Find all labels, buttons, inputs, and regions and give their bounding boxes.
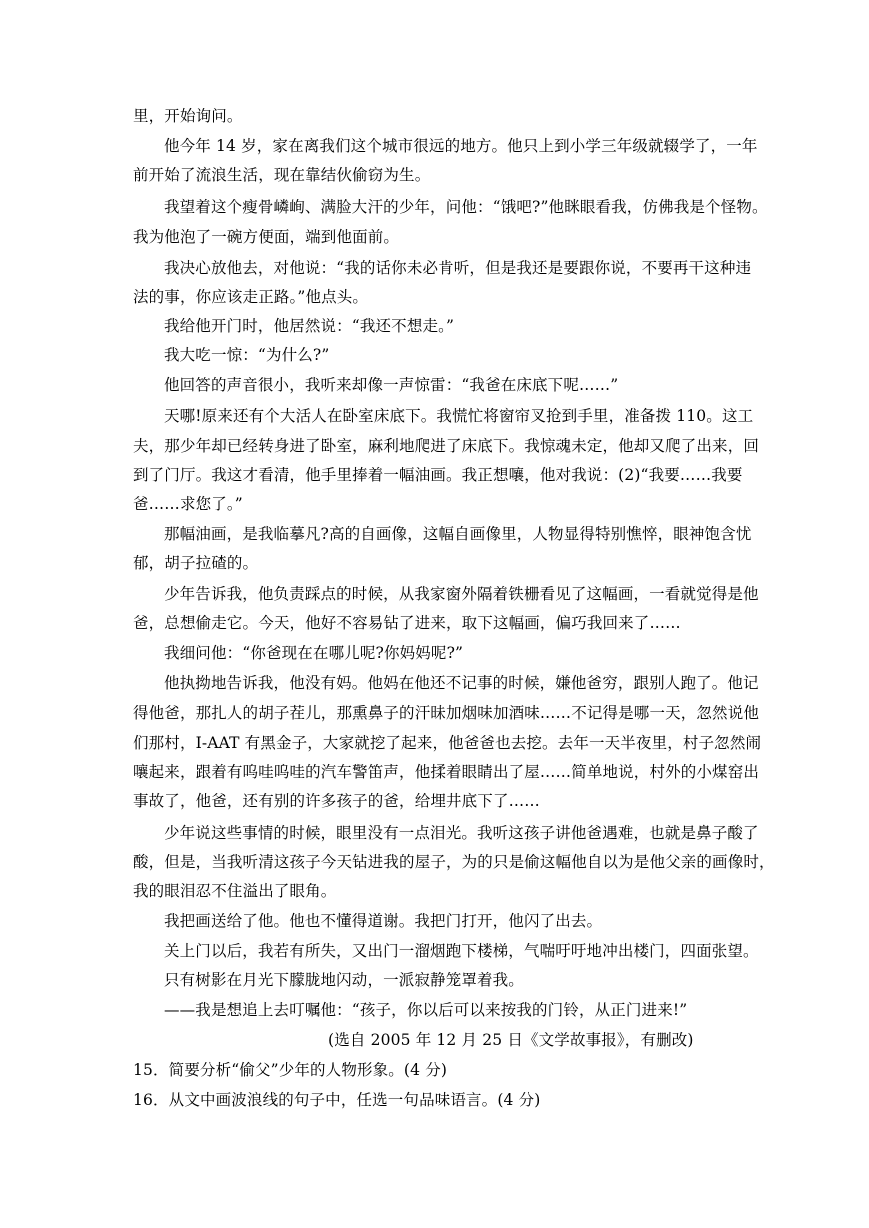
text-line: 他今年 14 岁，家在离我们这个城市很远的地方。他只上到小学三年级就辍学了，一年 xyxy=(164,137,758,155)
text-line: 少年告诉我，他负责踩点的时候，从我家窗外隔着铁栅看见了这幅画，一看就觉得是他 xyxy=(164,585,759,603)
text-line: 郁，胡子拉碴的。 xyxy=(133,554,259,572)
text-line: 我决心放他去，对他说：“我的话你未必肯听，但是我还是要跟你说，不要再干这种违 xyxy=(164,259,752,277)
text-line: 我细问他：“你爸现在在哪儿呢?你妈妈呢?” xyxy=(164,644,464,662)
text-line: 事故了，他爸，还有别的许多孩子的爸，给埋井底下了…… xyxy=(133,792,540,810)
text-line: 我望着这个瘦骨嶙峋、满脸大汗的少年，问他：“饿吧?”他眯眼看我，仿佛我是个怪物。 xyxy=(164,198,768,216)
text-line: 他回答的声音很小，我听来却像一声惊雷：“我爸在床底下呢……” xyxy=(164,376,619,394)
text-line: 我把画送给了他。他也不懂得道谢。我把门打开，他闪了出去。 xyxy=(164,912,603,930)
text-line: 我的眼泪忍不住溢出了眼角。 xyxy=(133,882,337,900)
text-line: 只有树影在月光下朦胧地闪动，一派寂静笼罩着我。 xyxy=(164,971,524,989)
text-line: 夫，那少年却已经转身进了卧室，麻利地爬进了床底下。我惊魂未定，他却又爬了出来，回 xyxy=(133,437,760,455)
text-line: 我大吃一惊：“为什么?” xyxy=(164,346,330,364)
text-line: 关上门以后，我若有所失，又出门一溜烟跑下楼梯，气喘吁吁地冲出楼门，四面张望。 xyxy=(164,942,759,960)
text-line: ——我是想追上去叮嘱他：“孩子，你以后可以来按我的门铃，从正门进来!” xyxy=(164,1001,688,1019)
question-15: 15．简要分析“偷父”少年的人物形象。(4 分) xyxy=(133,1061,448,1079)
text-line: 我为他泡了一碗方便面，端到他面前。 xyxy=(133,228,400,246)
text-line: 里，开始询问。 xyxy=(133,107,243,125)
text-line: 爸……求您了。” xyxy=(133,495,243,513)
text-line: 天哪!原来还有个大活人在卧室床底下。我慌忙将窗帘叉抢到手里，准备拨 110。这工 xyxy=(164,407,754,425)
text-line: 前开始了流浪生活，现在靠结伙偷窃为生。 xyxy=(133,166,431,184)
text-line: 我给他开门时，他居然说：“我还不想走。” xyxy=(164,317,455,335)
text-line: 得他爸，那扎人的胡子茬儿，那熏鼻子的汗昧加烟味加酒味……不记得是哪一天，忽然说他 xyxy=(133,704,760,722)
text-line: 爸，总想偷走它。今天，他好不容易钻了进来，取下这幅画，偏巧我回来了…… xyxy=(133,614,681,632)
text-line: 少年说这些事情的时候，眼里没有一点泪光。我听这孩子讲他爸遇难，也就是鼻子酸了 xyxy=(164,824,759,842)
text-line: 他执拗地告诉我，他没有妈。他妈在他还不记事的时候，嫌他爸穷，跟别人跑了。他记 xyxy=(164,674,759,692)
text-line: 到了门厅。我这才看清，他手里捧着一幅油画。我正想嚷，他对我说：(2)“我要……我要 xyxy=(133,466,743,484)
text-line: 那幅油画，是我临摹凡?高的自画像，这幅自画像里，人物显得特别憔悴，眼神饱含忧 xyxy=(164,525,752,543)
source-citation: (选自 2005 年 12 月 25 日《文学故事报》，有删改) xyxy=(328,1031,694,1049)
text-line: 法的事，你应该走正路。”他点头。 xyxy=(133,288,369,306)
text-line: 嚷起来，跟着有呜哇呜哇的汽车警笛声，他揉着眼睛出了屋……简单地说，村外的小煤窑出 xyxy=(133,763,760,781)
question-16: 16．从文中画波浪线的句子中，任选一句品味语言。(4 分) xyxy=(133,1091,541,1109)
text-line: 们那村，I-AAT 有黑金子，大家就挖了起来，他爸爸也去挖。去年一天半夜里，村子忽然闹 xyxy=(133,734,762,752)
text-line: 酸，但是，当我听清这孩子今天钻进我的屋子，为的只是偷这幅他自以为是他父亲的画像时， xyxy=(133,853,775,871)
